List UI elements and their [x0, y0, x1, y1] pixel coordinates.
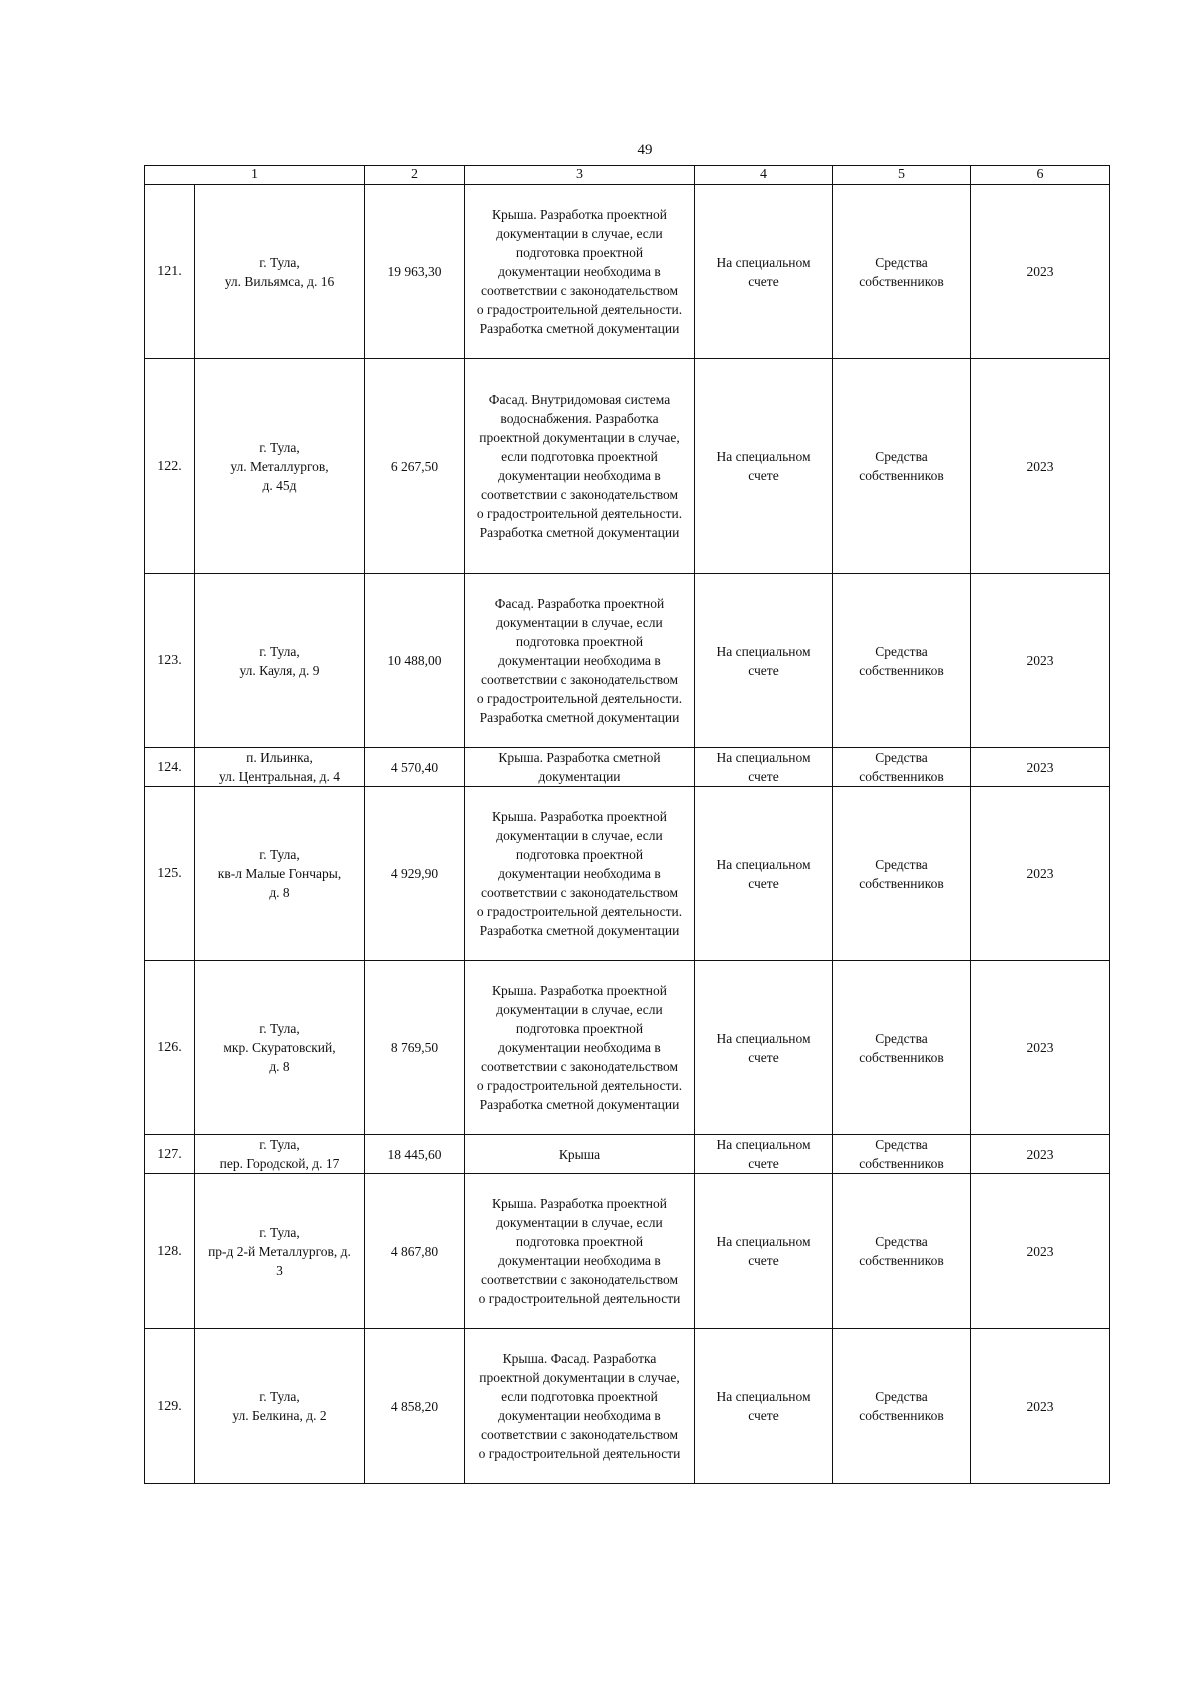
payment-method-text: На специальном счете [716, 643, 811, 678]
payment-method-text: На специальном счете [716, 1389, 811, 1423]
address-text: г. Тула, пр-д 2-й Металлургов, д. 3 [208, 1224, 351, 1278]
payment-method-cell [695, 1329, 833, 1484]
funding-source-cell [833, 359, 971, 574]
year-cell: 2023 [971, 1135, 1110, 1174]
payment-method-cell [695, 748, 833, 787]
payment-method-cell [695, 1174, 833, 1329]
work-type-cell [465, 185, 695, 359]
address-cell [195, 574, 365, 748]
funding-source-text: Средства собственников [859, 1389, 944, 1423]
payment-method-text: На специальном счете [716, 856, 811, 891]
payment-method-cell [695, 574, 833, 748]
table-row [145, 1135, 1110, 1174]
table-row [145, 574, 1110, 748]
column-header: 5 [833, 166, 971, 185]
year-cell: 2023 [971, 574, 1110, 748]
table-row [145, 1329, 1110, 1484]
address-text: г. Тула, мкр. Скуратовский, д. 8 [223, 1021, 336, 1074]
payment-method-text: На специальном счете [716, 1137, 811, 1171]
table-row [145, 787, 1110, 961]
address-text: г. Тула, ул. Кауля, д. 9 [239, 643, 320, 678]
amount-cell: 4 570,40 [365, 748, 465, 787]
table-row [145, 961, 1110, 1135]
funding-source-cell [833, 1329, 971, 1484]
funding-source-cell [833, 185, 971, 359]
row-number: 122. [145, 359, 195, 574]
address-cell [195, 748, 365, 787]
work-type-text: Крыша. Разработка проектной документации в случае, если подготовка проектной документации необходима в соответствии с законодательством о градостроительной деятельности. Разработка сметной документации [476, 983, 683, 1112]
column-header: 3 [465, 166, 695, 185]
column-header: 4 [695, 166, 833, 185]
payment-method-text: На специальном счете [716, 750, 811, 784]
amount-cell: 10 488,00 [365, 574, 465, 748]
payment-method-cell [695, 359, 833, 574]
payment-method-text: На специальном счете [716, 1030, 811, 1065]
payment-method-text: На специальном счете [716, 1234, 811, 1268]
work-type-cell [465, 1329, 695, 1484]
work-type-text: Крыша. Разработка проектной документации в случае, если подготовка проектной документации необходима в соответствии с законодательством о градостроительной деятельности [478, 1196, 681, 1306]
funding-source-cell [833, 748, 971, 787]
payment-method-cell [695, 961, 833, 1135]
row-number: 124. [145, 748, 195, 787]
year-cell: 2023 [971, 359, 1110, 574]
payment-method-text: На специальном счете [716, 254, 811, 289]
payment-method-cell [695, 1135, 833, 1174]
work-type-cell [465, 748, 695, 787]
funding-source-text: Средства собственников [859, 449, 944, 483]
row-number: 128. [145, 1174, 195, 1329]
funding-source-cell [833, 1174, 971, 1329]
amount-cell: 4 867,80 [365, 1174, 465, 1329]
work-type-text: Крыша [558, 1146, 601, 1162]
address-cell [195, 1135, 365, 1174]
table-row [145, 1174, 1110, 1329]
funding-source-text: Средства собственников [859, 750, 944, 784]
year-cell: 2023 [971, 961, 1110, 1135]
amount-cell: 8 769,50 [365, 961, 465, 1135]
work-type-text: Фасад. Разработка проектной документации в случае, если подготовка проектной документации необходима в соответствии с законодательством о градостроительной деятельности. Разработка сметной документации [476, 596, 683, 725]
payment-method-text: На специальном счете [716, 449, 811, 483]
work-type-cell [465, 359, 695, 574]
year-cell: 2023 [971, 748, 1110, 787]
address-cell [195, 787, 365, 961]
funding-source-cell [833, 961, 971, 1135]
address-text: г. Тула, кв-л Малые Гончары, д. 8 [217, 847, 342, 900]
work-type-cell [465, 1174, 695, 1329]
funding-source-text: Средства собственников [859, 1137, 944, 1171]
row-number: 123. [145, 574, 195, 748]
page-number: 49 [637, 142, 653, 158]
table-row [145, 748, 1110, 787]
address-text: г. Тула, пер. Городской, д. 17 [219, 1137, 340, 1171]
funding-source-cell [833, 787, 971, 961]
address-cell [195, 961, 365, 1135]
amount-cell: 18 445,60 [365, 1135, 465, 1174]
column-header: 6 [971, 166, 1110, 185]
work-type-text: Крыша. Разработка сметной документации [498, 750, 661, 784]
work-type-text: Крыша. Разработка проектной документации в случае, если подготовка проектной документации необходима в соответствии с законодательством о градостроительной деятельности. Разработка сметной документации [476, 809, 683, 938]
amount-cell: 4 929,90 [365, 787, 465, 961]
row-number: 126. [145, 961, 195, 1135]
table-row [145, 185, 1110, 359]
row-number: 121. [145, 185, 195, 359]
funding-source-cell [833, 1135, 971, 1174]
work-type-text: Фасад. Внутридомовая система водоснабжения. Разработка проектной документации в случае, если подготовка проектной документации необходима в соответствии с законодательством о градостроительной деятельности. Разработка сметной документации [476, 392, 683, 540]
amount-cell: 19 963,30 [365, 185, 465, 359]
payment-method-cell [695, 185, 833, 359]
year-cell: 2023 [971, 1174, 1110, 1329]
work-type-cell [465, 961, 695, 1135]
address-text: г. Тула, ул. Вильямса, д. 16 [224, 254, 335, 289]
row-number: 129. [145, 1329, 195, 1484]
address-text: г. Тула, ул. Белкина, д. 2 [232, 1389, 327, 1423]
column-header: 1 [145, 166, 365, 185]
address-cell [195, 359, 365, 574]
capital-repair-table [144, 165, 1110, 1484]
funding-source-cell [833, 574, 971, 748]
amount-cell: 6 267,50 [365, 359, 465, 574]
work-type-cell [465, 787, 695, 961]
work-type-cell [465, 574, 695, 748]
column-header: 2 [365, 166, 465, 185]
work-type-text: Крыша. Разработка проектной документации в случае, если подготовка проектной документации необходима в соответствии с законодательством о градостроительной деятельности. Разработка сметной документации [476, 207, 683, 336]
funding-source-text: Средства собственников [859, 254, 944, 289]
address-text: г. Тула, ул. Металлургов, д. 45д [230, 439, 329, 493]
work-type-cell [465, 1135, 695, 1174]
address-cell [195, 185, 365, 359]
payment-method-cell [695, 787, 833, 961]
year-cell: 2023 [971, 1329, 1110, 1484]
year-cell: 2023 [971, 787, 1110, 961]
amount-cell: 4 858,20 [365, 1329, 465, 1484]
funding-source-text: Средства собственников [859, 856, 944, 891]
table-row [145, 359, 1110, 574]
funding-source-text: Средства собственников [859, 1234, 944, 1268]
funding-source-text: Средства собственников [859, 643, 944, 678]
work-type-text: Крыша. Фасад. Разработка проектной документации в случае, если подготовка проектной документации необходима в соответствии с законодательством о градостроительной деятельности [478, 1351, 681, 1461]
address-text: п. Ильинка, ул. Центральная, д. 4 [219, 750, 340, 784]
column-header-row [145, 166, 1110, 185]
row-number: 125. [145, 787, 195, 961]
year-cell: 2023 [971, 185, 1110, 359]
funding-source-text: Средства собственников [859, 1030, 944, 1065]
address-cell [195, 1329, 365, 1484]
row-number: 127. [145, 1135, 195, 1174]
address-cell [195, 1174, 365, 1329]
